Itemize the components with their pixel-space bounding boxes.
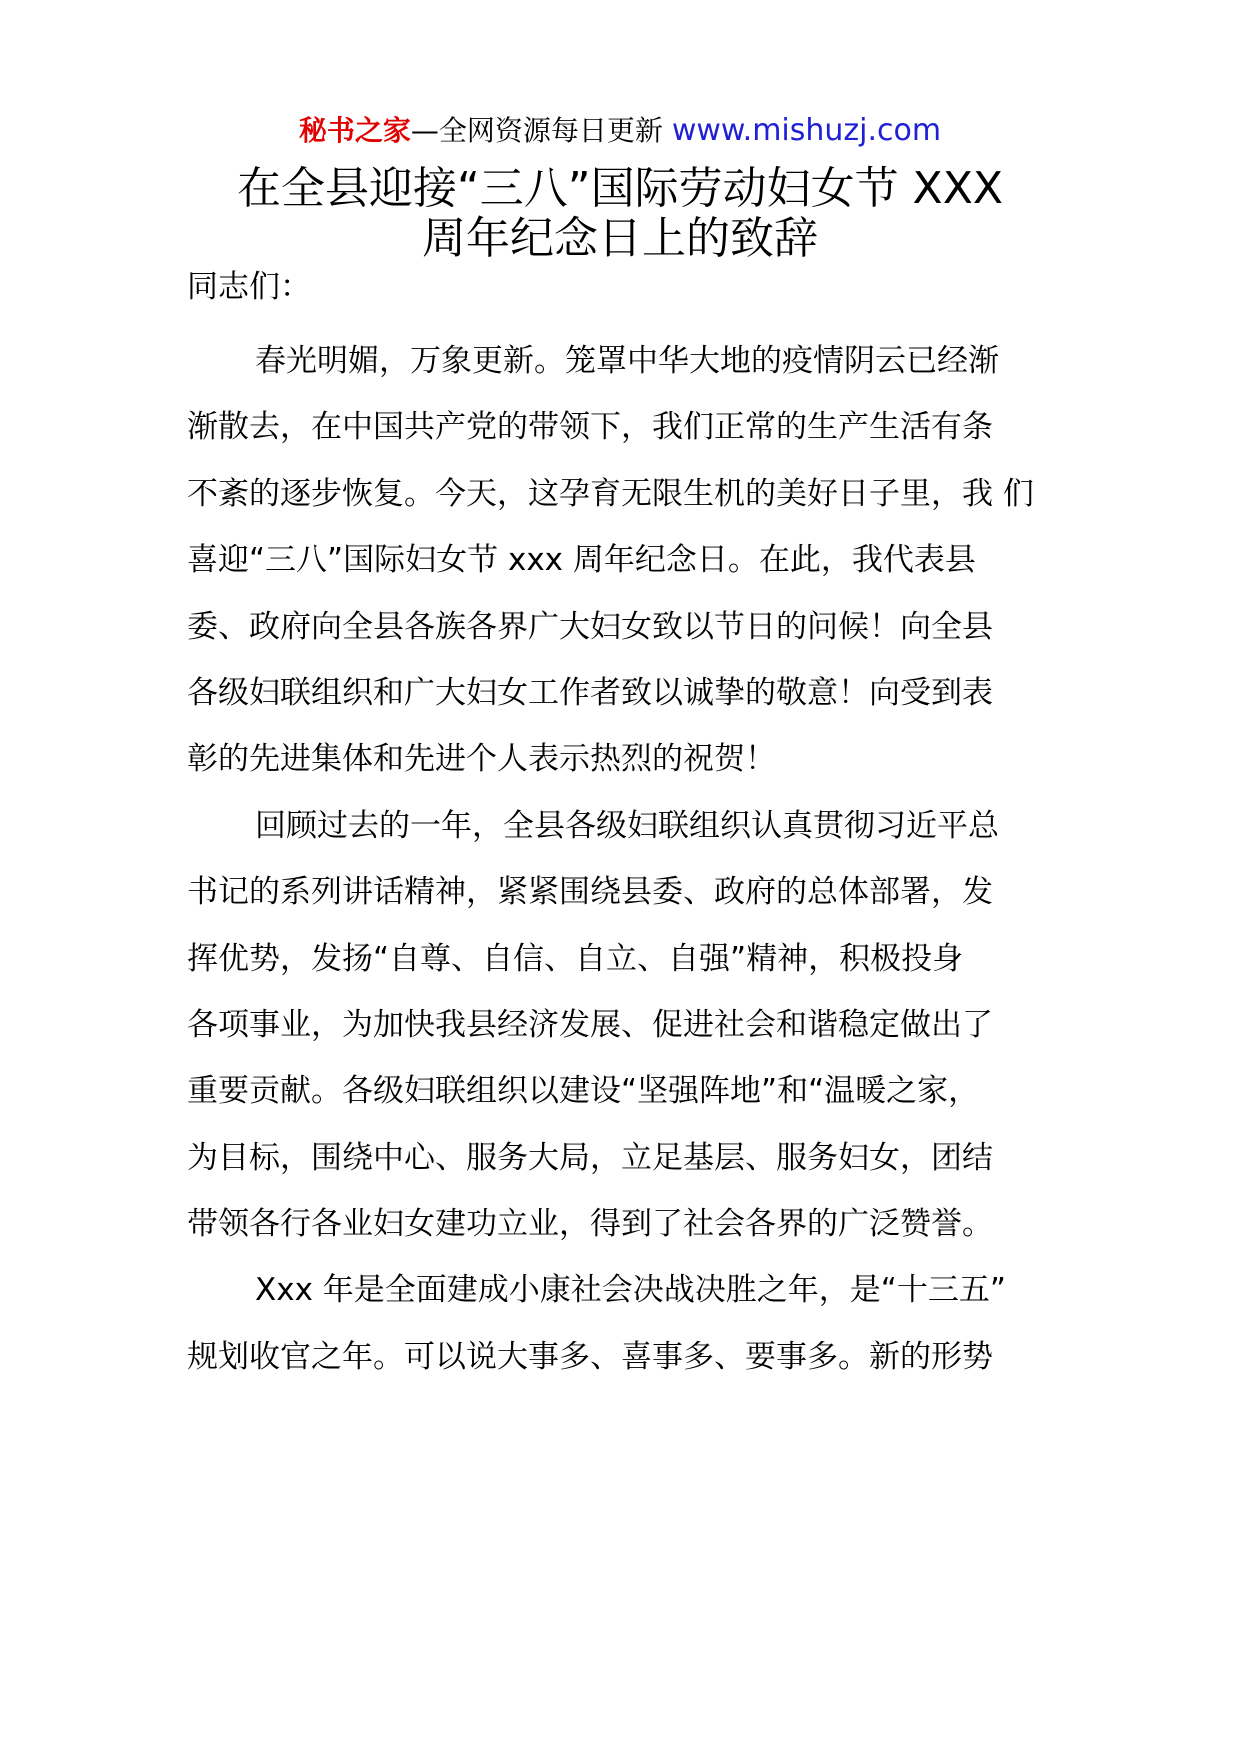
paragraph-line: 各项事业，为加快我县经济发展、促进社会和谐稳定做出了	[187, 1006, 993, 1043]
paragraph	[187, 793, 1057, 1258]
paragraph-line: 书记的系列讲话精神，紧紧围绕县委、政府的总体部署，发	[187, 874, 993, 911]
paragraph-line: 为目标，围绕中心、服务大局，立足基层、服务妇女，团结	[187, 1139, 993, 1176]
salutation: 同志们：	[187, 269, 311, 305]
paragraph-line: 春光明媚，万象更新。笼罩中华大地的疫情阴云已经渐	[255, 343, 999, 379]
paragraph-line: 不紊的逐步恢复。今天，这孕育无限生机的美好日子里，我 们	[187, 475, 1034, 512]
paragraph	[187, 328, 1057, 793]
paragraph	[187, 1257, 1057, 1390]
paragraph-line: 各级妇联组织和广大妇女工作者致以诚挚的敬意！向受到表	[187, 674, 993, 711]
site-header	[0, 112, 1240, 150]
paragraph-line: 重要贡献。各级妇联组织以建设“坚强阵地”和“温暖之家，	[187, 1073, 980, 1110]
paragraph-line: 喜迎“三八”国际妇女节 xxx 周年纪念日。在此，我代表县	[187, 542, 976, 579]
paragraph-line: 渐散去，在中国共产党的带领下，我们正常的生产生活有条	[187, 409, 993, 446]
title-line: 周年纪念日上的致辞	[422, 213, 818, 264]
paragraph-line: 彰的先进集体和先进个人表示热烈的祝贺！	[187, 741, 776, 778]
paragraph-line: Xxx 年是全面建成小康社会决战决胜之年，是“十三五”	[255, 1272, 1006, 1309]
paragraph-line: 委、政府向全县各族各界广大妇女致以节日的问候！向全县	[187, 608, 993, 645]
document-body	[187, 262, 1057, 1390]
paragraph-line: 规划收官之年。可以说大事多、喜事多、要事多。新的形势	[187, 1338, 993, 1375]
paragraph-line: 带领各行各业妇女建功立业，得到了社会各界的广泛赞誉。	[187, 1206, 993, 1243]
document-title	[120, 164, 1120, 264]
paragraph-line: 挥优势，发扬“自尊、自信、自立、自强”精神，积极投身	[187, 940, 964, 977]
brand-name: 秘书之家	[298, 114, 411, 147]
title-line: 在全县迎接“三八”国际劳动妇女节 XXX	[236, 163, 1003, 214]
site-url-link[interactable]: www.mishuzj.com	[671, 113, 942, 148]
header-tagline: —全网资源每日更新	[410, 114, 672, 147]
paragraph-line: 回顾过去的一年，全县各级妇联组织认真贯彻习近平总	[255, 807, 999, 844]
